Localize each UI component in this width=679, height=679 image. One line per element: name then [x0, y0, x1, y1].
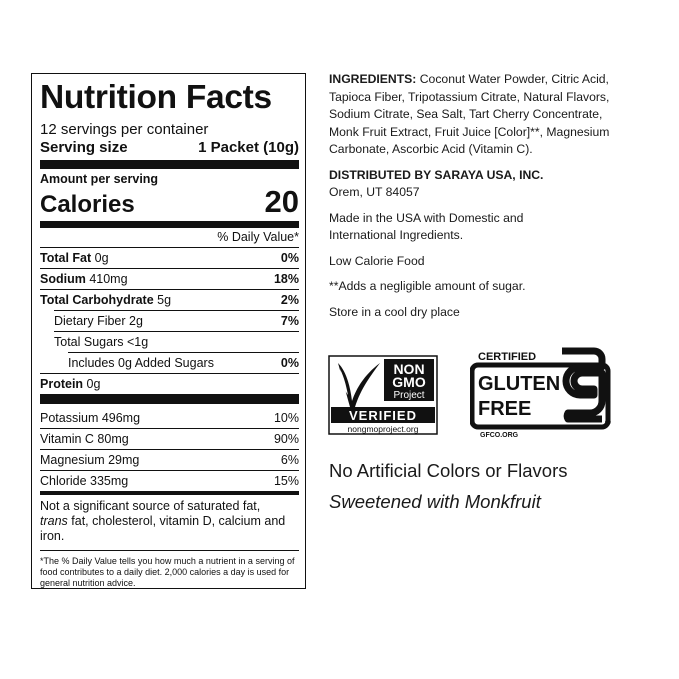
serving-size-label: Serving size	[40, 139, 128, 156]
note-part-2: fat, cholesterol, vitamin D, calcium and iron.	[40, 514, 286, 543]
vitamin-pct: 90%	[273, 432, 299, 446]
nongmo-url: nongmoproject.org	[347, 424, 419, 434]
nutrient-row-dietary-fiber	[40, 311, 299, 331]
nongmo-line1: NON	[393, 361, 425, 377]
nutrient-amount: 5g	[157, 293, 172, 307]
medium-divider	[40, 221, 299, 228]
sugar-note: **Adds a negligible amount of sugar.	[329, 279, 526, 293]
serving-size-value: 1 Packet (10g)	[198, 139, 299, 156]
nutrient-row-total-sugars	[40, 332, 299, 352]
nutrient-row-total-carbohydrate	[40, 290, 299, 310]
vitamin-pct: 15%	[273, 474, 299, 488]
nutrition-facts-panel	[31, 73, 306, 589]
no-artificial-colors-tagline: No Artificial Colors or Flavors	[329, 460, 568, 481]
nutrient-row-total-fat	[40, 248, 299, 268]
vitamin-row-magnesium	[40, 450, 299, 470]
vitamin-row-potassium	[40, 408, 299, 428]
nongmo-line2: GMO	[392, 374, 426, 390]
nutrient-row-protein	[40, 374, 299, 394]
nutrient-label: Sodium	[40, 272, 86, 286]
servings-per-container: 12 servings per container	[40, 121, 209, 138]
nutrient-pct: 7%	[280, 314, 299, 328]
vitamin-label: Potassium 496mg	[40, 411, 141, 425]
gf-free: FREE	[478, 398, 532, 420]
vitamin-pct: 10%	[273, 411, 299, 425]
certified-gluten-free-logo	[470, 345, 615, 440]
nutrient-pct: 18%	[273, 272, 299, 286]
distributor-name: DISTRIBUTED BY SARAYA USA, INC.	[329, 167, 544, 182]
daily-value-header: % Daily Value*	[217, 230, 299, 244]
thick-divider	[40, 160, 299, 169]
gf-certified: CERTIFIED	[478, 351, 537, 363]
vitamin-row-vitamin-c	[40, 429, 299, 449]
vitamin-label: Magnesium 29mg	[40, 453, 140, 467]
note-part-1: Not a significant source of saturated fat,	[40, 499, 261, 513]
nutrient-label: Total Fat	[40, 251, 92, 265]
calories-value: 20	[264, 184, 299, 219]
nutrient-pct: 0%	[280, 356, 299, 370]
calories-row	[40, 186, 299, 218]
nongmo-line3: Project	[393, 390, 425, 401]
nutrient-label: Total Carbohydrate	[40, 293, 154, 307]
vitamin-pct: 6%	[280, 453, 299, 467]
amount-per-serving: Amount per serving	[40, 172, 159, 186]
vitamin-row-chloride	[40, 471, 299, 491]
nutrient-amount: 410mg	[89, 272, 128, 286]
vitamin-label: Chloride 335mg	[40, 474, 129, 488]
ingredients-text: Coconut Water Powder, Citric Acid, Tapioca Fiber, Tripotassium Citrate, Natural Flavors, Sodium Citrate, Sea Salt, Tart Cherry Concentrate, Monk Fruit Extract, Fruit Juice [Color]**, Magnesium Carbonate, Ascorbic Acid (Vitamin C).	[329, 72, 610, 156]
nutrient-label: Protein	[40, 377, 84, 391]
vitamin-label: Vitamin C 80mg	[40, 432, 129, 446]
nutrient-label: Dietary Fiber 2g	[54, 314, 143, 328]
insignificant-sources-note	[40, 495, 299, 550]
thick-divider	[40, 394, 299, 404]
gf-org: GFCO.ORG	[480, 432, 519, 439]
nutrient-pct: 2%	[280, 293, 299, 307]
product-info	[329, 71, 629, 321]
calories-label: Calories	[40, 191, 135, 218]
ingredients-label: INGREDIENTS:	[329, 72, 417, 86]
made-in-statement: Made in the USA with Domestic and International Ingredients.	[329, 210, 524, 242]
daily-value-footnote: *The % Daily Value tells you how much a nutrient in a serving of food contributes to a daily diet. 2,000 calories a day is used for general nutrition advice.	[40, 556, 295, 588]
nutrient-amount: 0g	[86, 377, 101, 391]
nutrient-amount: 0g	[94, 251, 109, 265]
nutrient-pct: 0%	[280, 251, 299, 265]
nutrient-row-added-sugars	[40, 353, 299, 373]
serving-size-row	[40, 139, 299, 157]
nutrient-label: Total Sugars <1g	[54, 335, 149, 349]
low-calorie-statement: Low Calorie Food	[329, 253, 425, 268]
gf-gluten: GLUTEN	[478, 373, 561, 395]
nongmo-verified: VERIFIED	[349, 408, 417, 423]
sweetened-with-monkfruit-tagline: Sweetened with Monkfruit	[329, 491, 541, 512]
note-trans: trans	[40, 514, 68, 528]
storage-note: Store in a cool dry place	[329, 304, 460, 319]
ingredients	[329, 71, 629, 159]
gf-registered: ®	[605, 418, 611, 427]
distributor-city: Orem, UT 84057	[329, 185, 420, 199]
nutrient-label: Includes 0g Added Sugars	[68, 356, 214, 370]
nutrient-row-sodium	[40, 269, 299, 289]
non-gmo-project-verified-logo	[328, 355, 438, 435]
nutrition-facts-title: Nutrition Facts	[40, 79, 272, 116]
